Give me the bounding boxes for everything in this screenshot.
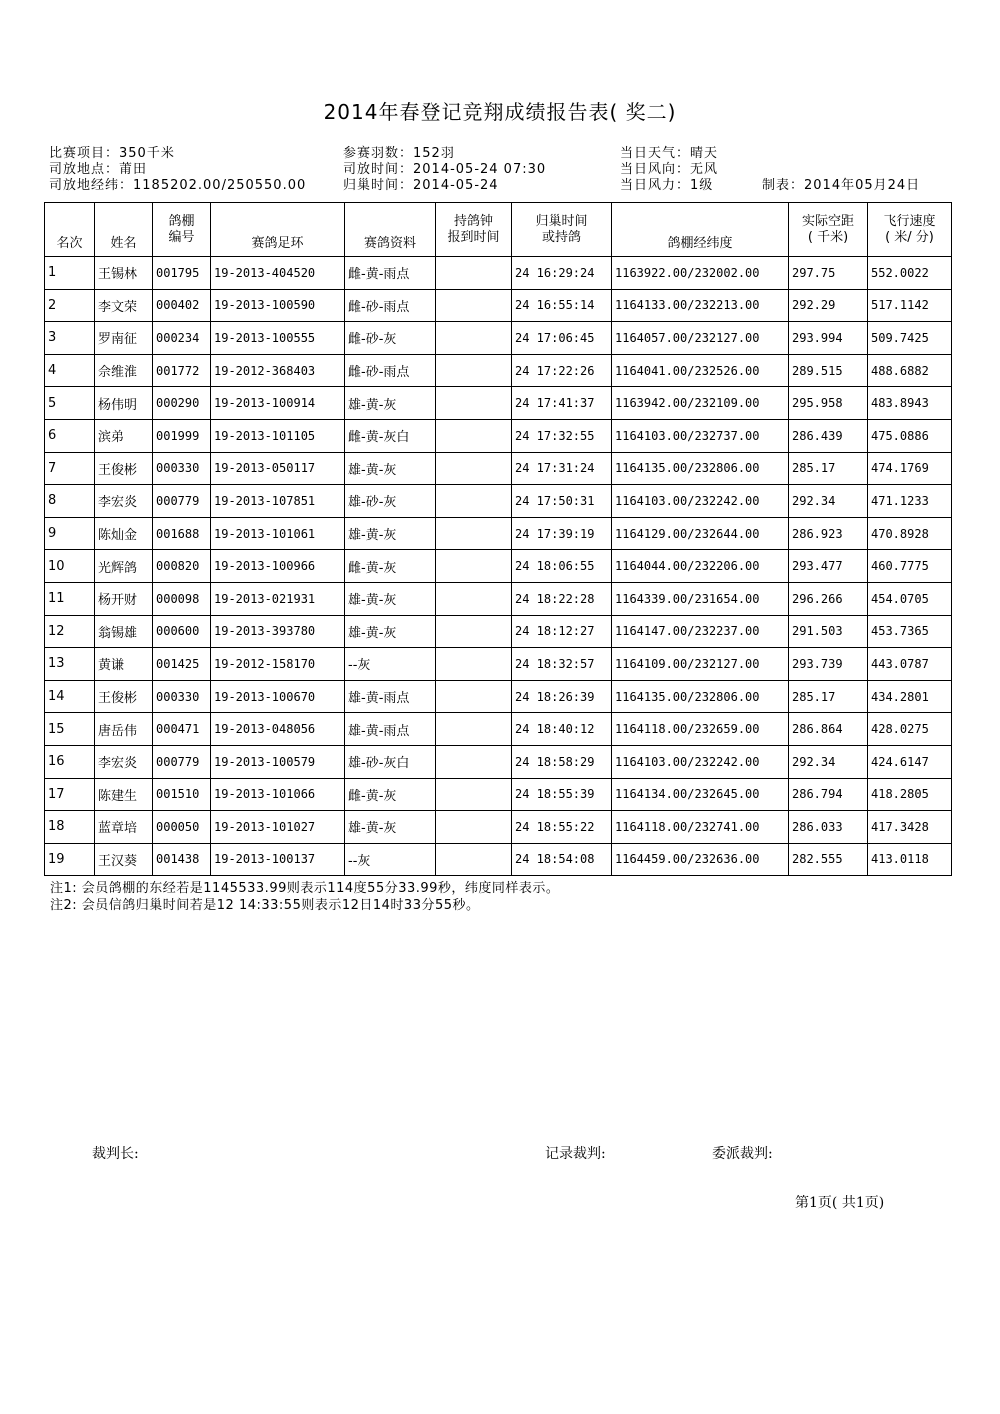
cell-loft-number: 001510 <box>153 778 211 811</box>
cell-distance: 291.503 <box>789 615 868 648</box>
table-row <box>45 745 952 778</box>
cell-name: 蓝章培 <box>95 811 153 844</box>
cell-name: 李文荣 <box>95 289 153 322</box>
cell-distance: 296.266 <box>789 582 868 615</box>
cell-pigeon-info: 雄-黄-灰 <box>345 811 436 844</box>
cell-speed: 509.7425 <box>868 322 952 355</box>
cell-return-time: 24 17:32:55 <box>512 419 612 452</box>
cell-pigeon-info: 雌-黄-雨点 <box>345 257 436 290</box>
cell-coords: 1163922.00/232002.00 <box>612 257 789 290</box>
cell-speed: 488.6882 <box>868 354 952 387</box>
cell-distance: 293.994 <box>789 322 868 355</box>
cell-coords: 1164109.00/232127.00 <box>612 648 789 681</box>
table-row <box>45 354 952 387</box>
header-speed: 飞行速度 ( 米/ 分) <box>868 203 952 257</box>
cell-clock-time <box>436 517 512 550</box>
table-row <box>45 550 952 583</box>
cell-speed: 475.0886 <box>868 419 952 452</box>
cell-speed: 434.2801 <box>868 680 952 713</box>
cell-distance: 285.17 <box>789 680 868 713</box>
table-header-row <box>45 203 952 257</box>
cell-clock-time <box>436 582 512 615</box>
report-title: 2014年春登记竞翔成绩报告表( 奖二) <box>323 100 677 124</box>
cell-coords: 1164135.00/232806.00 <box>612 452 789 485</box>
cell-rank: 5 <box>45 387 95 420</box>
cell-clock-time <box>436 322 512 355</box>
cell-coords: 1164129.00/232644.00 <box>612 517 789 550</box>
cell-ring: 19-2013-393780 <box>211 615 345 648</box>
info-event: 比赛项目：350千米 <box>49 146 175 161</box>
cell-ring: 19-2013-107851 <box>211 485 345 518</box>
cell-rank: 1 <box>45 257 95 290</box>
cell-speed: 454.0705 <box>868 582 952 615</box>
cell-name: 杨伟明 <box>95 387 153 420</box>
cell-distance: 295.958 <box>789 387 868 420</box>
cell-rank: 4 <box>45 354 95 387</box>
header-ring: 赛鸽足环 <box>211 203 345 257</box>
cell-pigeon-info: 雄-黄-灰 <box>345 582 436 615</box>
cell-return-time: 24 18:40:12 <box>512 713 612 746</box>
cell-coords: 1164339.00/231654.00 <box>612 582 789 615</box>
cell-pigeon-info: 雌-砂-灰 <box>345 322 436 355</box>
cell-return-time: 24 17:06:45 <box>512 322 612 355</box>
cell-distance: 286.864 <box>789 713 868 746</box>
table-row <box>45 517 952 550</box>
cell-pigeon-info: 雄-黄-雨点 <box>345 680 436 713</box>
notes <box>50 880 559 914</box>
cell-pigeon-info: 雌-黄-灰 <box>345 778 436 811</box>
header-pigeon-info: 赛鸽资料 <box>345 203 436 257</box>
cell-clock-time <box>436 713 512 746</box>
cell-clock-time <box>436 745 512 778</box>
cell-return-time: 24 16:55:14 <box>512 289 612 322</box>
cell-loft-number: 000098 <box>153 582 211 615</box>
cell-coords: 1164103.00/232242.00 <box>612 485 789 518</box>
cell-ring: 19-2013-100966 <box>211 550 345 583</box>
cell-clock-time <box>436 811 512 844</box>
cell-name: 王俊彬 <box>95 680 153 713</box>
cell-ring: 19-2012-368403 <box>211 354 345 387</box>
note-2: 注2: 会员信鸽归巢时间若是12 14:33:55则表示12日14时33分55秒。 <box>50 898 480 913</box>
cell-clock-time <box>436 289 512 322</box>
cell-return-time: 24 18:55:39 <box>512 778 612 811</box>
cell-ring: 19-2013-050117 <box>211 452 345 485</box>
cell-clock-time <box>436 257 512 290</box>
table-row <box>45 778 952 811</box>
cell-return-time: 24 18:32:57 <box>512 648 612 681</box>
cell-name: 陈灿金 <box>95 517 153 550</box>
info-weather: 当日天气：晴天 <box>620 146 719 161</box>
cell-speed: 474.1769 <box>868 452 952 485</box>
cell-loft-number: 001438 <box>153 843 211 876</box>
cell-pigeon-info: 雌-黄-灰 <box>345 550 436 583</box>
cell-ring: 19-2013-100555 <box>211 322 345 355</box>
cell-coords: 1164118.00/232741.00 <box>612 811 789 844</box>
cell-pigeon-info: 雌-黄-灰白 <box>345 419 436 452</box>
cell-rank: 17 <box>45 778 95 811</box>
cell-clock-time <box>436 387 512 420</box>
table-row <box>45 452 952 485</box>
table-row <box>45 289 952 322</box>
cell-coords: 1163942.00/232109.00 <box>612 387 789 420</box>
header-return-time: 归巢时间 或持鸽 <box>512 203 612 257</box>
cell-coords: 1164118.00/232659.00 <box>612 713 789 746</box>
cell-clock-time <box>436 485 512 518</box>
cell-loft-number: 000330 <box>153 452 211 485</box>
signature-recording-referee: 记录裁判: <box>545 1146 606 1162</box>
info-release-place: 司放地点：莆田 <box>49 162 148 177</box>
cell-return-time: 24 16:29:24 <box>512 257 612 290</box>
info-release-time: 司放时间：2014-05-24 07:30 <box>343 162 547 177</box>
info-made-date: 制表：2014年05月24日 <box>762 178 921 193</box>
cell-loft-number: 000820 <box>153 550 211 583</box>
cell-name: 滨弟 <box>95 419 153 452</box>
cell-distance: 286.794 <box>789 778 868 811</box>
cell-loft-number: 000471 <box>153 713 211 746</box>
table-row <box>45 582 952 615</box>
signature-chief-referee: 裁判长: <box>92 1146 139 1162</box>
cell-clock-time <box>436 778 512 811</box>
cell-pigeon-info: --灰 <box>345 648 436 681</box>
cell-return-time: 24 18:22:28 <box>512 582 612 615</box>
cell-ring: 19-2012-158170 <box>211 648 345 681</box>
cell-rank: 18 <box>45 811 95 844</box>
cell-clock-time <box>436 680 512 713</box>
header-name: 姓名 <box>95 203 153 257</box>
cell-name: 陈建生 <box>95 778 153 811</box>
cell-ring: 19-2013-101027 <box>211 811 345 844</box>
info-wind-direction: 当日风向：无风 <box>620 162 719 177</box>
cell-ring: 19-2013-100137 <box>211 843 345 876</box>
cell-distance: 286.923 <box>789 517 868 550</box>
cell-rank: 3 <box>45 322 95 355</box>
cell-ring: 19-2013-101061 <box>211 517 345 550</box>
cell-loft-number: 001795 <box>153 257 211 290</box>
cell-speed: 417.3428 <box>868 811 952 844</box>
cell-pigeon-info: 雌-砂-雨点 <box>345 289 436 322</box>
cell-coords: 1164103.00/232737.00 <box>612 419 789 452</box>
cell-return-time: 24 18:58:29 <box>512 745 612 778</box>
cell-speed: 428.0275 <box>868 713 952 746</box>
cell-rank: 16 <box>45 745 95 778</box>
cell-ring: 19-2013-100579 <box>211 745 345 778</box>
cell-name: 杨开财 <box>95 582 153 615</box>
table-row <box>45 485 952 518</box>
cell-speed: 471.1233 <box>868 485 952 518</box>
cell-loft-number: 000600 <box>153 615 211 648</box>
cell-ring: 19-2013-100670 <box>211 680 345 713</box>
cell-name: 黄谦 <box>95 648 153 681</box>
cell-rank: 19 <box>45 843 95 876</box>
cell-coords: 1164133.00/232213.00 <box>612 289 789 322</box>
cell-speed: 453.7365 <box>868 615 952 648</box>
cell-distance: 292.34 <box>789 485 868 518</box>
cell-return-time: 24 17:41:37 <box>512 387 612 420</box>
cell-return-time: 24 17:31:24 <box>512 452 612 485</box>
cell-speed: 424.6147 <box>868 745 952 778</box>
info-release-coords: 司放地经纬：1185202.00/250550.00 <box>49 178 307 193</box>
cell-speed: 418.2805 <box>868 778 952 811</box>
signature-delegated-referee: 委派裁判: <box>712 1146 773 1162</box>
cell-pigeon-info: --灰 <box>345 843 436 876</box>
cell-name: 李宏炎 <box>95 745 153 778</box>
cell-clock-time <box>436 615 512 648</box>
cell-return-time: 24 18:26:39 <box>512 680 612 713</box>
cell-distance: 282.555 <box>789 843 868 876</box>
cell-return-time: 24 18:06:55 <box>512 550 612 583</box>
cell-clock-time <box>436 419 512 452</box>
cell-rank: 6 <box>45 419 95 452</box>
cell-speed: 552.0022 <box>868 257 952 290</box>
cell-ring: 19-2013-101066 <box>211 778 345 811</box>
cell-loft-number: 000402 <box>153 289 211 322</box>
cell-coords: 1164459.00/232636.00 <box>612 843 789 876</box>
cell-pigeon-info: 雄-砂-灰 <box>345 485 436 518</box>
cell-pigeon-info: 雄-黄-灰 <box>345 452 436 485</box>
cell-ring: 19-2013-048056 <box>211 713 345 746</box>
cell-name: 罗南征 <box>95 322 153 355</box>
cell-return-time: 24 17:22:26 <box>512 354 612 387</box>
info-entries: 参赛羽数：152羽 <box>343 146 455 161</box>
cell-rank: 10 <box>45 550 95 583</box>
cell-rank: 9 <box>45 517 95 550</box>
info-return-date: 归巢时间：2014-05-24 <box>343 178 499 193</box>
table-row <box>45 713 952 746</box>
cell-speed: 443.0787 <box>868 648 952 681</box>
cell-distance: 285.17 <box>789 452 868 485</box>
table-row <box>45 680 952 713</box>
cell-name: 王俊彬 <box>95 452 153 485</box>
cell-return-time: 24 18:54:08 <box>512 843 612 876</box>
table-row <box>45 419 952 452</box>
cell-coords: 1164044.00/232206.00 <box>612 550 789 583</box>
cell-pigeon-info: 雄-黄-灰 <box>345 387 436 420</box>
cell-ring: 19-2013-021931 <box>211 582 345 615</box>
cell-speed: 483.8943 <box>868 387 952 420</box>
cell-return-time: 24 17:39:19 <box>512 517 612 550</box>
info-wind-force: 当日风力：1级 <box>620 178 714 193</box>
cell-rank: 8 <box>45 485 95 518</box>
header-clock-time: 持鸽钟 报到时间 <box>436 203 512 257</box>
table-row <box>45 615 952 648</box>
cell-loft-number: 000779 <box>153 745 211 778</box>
cell-coords: 1164134.00/232645.00 <box>612 778 789 811</box>
cell-name: 李宏炎 <box>95 485 153 518</box>
cell-loft-number: 001425 <box>153 648 211 681</box>
cell-name: 光辉鸽 <box>95 550 153 583</box>
cell-clock-time <box>436 648 512 681</box>
cell-distance: 286.439 <box>789 419 868 452</box>
cell-speed: 460.7775 <box>868 550 952 583</box>
cell-clock-time <box>436 452 512 485</box>
cell-clock-time <box>436 843 512 876</box>
cell-clock-time <box>436 550 512 583</box>
cell-pigeon-info: 雌-砂-雨点 <box>345 354 436 387</box>
cell-rank: 14 <box>45 680 95 713</box>
table-row <box>45 257 952 290</box>
table-row <box>45 322 952 355</box>
cell-ring: 19-2013-100914 <box>211 387 345 420</box>
cell-clock-time <box>436 354 512 387</box>
cell-distance: 293.477 <box>789 550 868 583</box>
header-distance: 实际空距 ( 千米) <box>789 203 868 257</box>
note-1: 注1: 会员鸽棚的东经若是1145533.99则表示114度55分33.99秒，纬度同样表示。 <box>50 881 560 896</box>
header-rank: 名次 <box>45 203 95 257</box>
cell-rank: 12 <box>45 615 95 648</box>
cell-speed: 470.8928 <box>868 517 952 550</box>
cell-distance: 297.75 <box>789 257 868 290</box>
cell-rank: 13 <box>45 648 95 681</box>
cell-loft-number: 001772 <box>153 354 211 387</box>
cell-pigeon-info: 雄-黄-灰 <box>345 615 436 648</box>
cell-pigeon-info: 雄-砂-灰白 <box>345 745 436 778</box>
table-row <box>45 843 952 876</box>
cell-loft-number: 000330 <box>153 680 211 713</box>
cell-name: 王锡林 <box>95 257 153 290</box>
cell-speed: 413.0118 <box>868 843 952 876</box>
cell-coords: 1164147.00/232237.00 <box>612 615 789 648</box>
cell-pigeon-info: 雄-黄-灰 <box>345 517 436 550</box>
cell-loft-number: 001688 <box>153 517 211 550</box>
page-number: 第1页( 共1页) <box>795 1195 885 1211</box>
cell-coords: 1164103.00/232242.00 <box>612 745 789 778</box>
cell-distance: 292.34 <box>789 745 868 778</box>
results-table <box>44 202 952 876</box>
cell-return-time: 24 18:55:22 <box>512 811 612 844</box>
cell-distance: 289.515 <box>789 354 868 387</box>
cell-loft-number: 000234 <box>153 322 211 355</box>
table-row <box>45 648 952 681</box>
cell-distance: 286.033 <box>789 811 868 844</box>
cell-return-time: 24 18:12:27 <box>512 615 612 648</box>
header-coords: 鸽棚经纬度 <box>612 203 789 257</box>
cell-coords: 1164057.00/232127.00 <box>612 322 789 355</box>
cell-rank: 15 <box>45 713 95 746</box>
table-row <box>45 387 952 420</box>
cell-loft-number: 000290 <box>153 387 211 420</box>
cell-coords: 1164135.00/232806.00 <box>612 680 789 713</box>
cell-rank: 2 <box>45 289 95 322</box>
cell-loft-number: 000050 <box>153 811 211 844</box>
header-loft-number: 鸽棚 编号 <box>153 203 211 257</box>
cell-loft-number: 000779 <box>153 485 211 518</box>
cell-ring: 19-2013-101105 <box>211 419 345 452</box>
cell-name: 佘维淮 <box>95 354 153 387</box>
cell-pigeon-info: 雄-黄-雨点 <box>345 713 436 746</box>
cell-distance: 292.29 <box>789 289 868 322</box>
table-row <box>45 811 952 844</box>
cell-distance: 293.739 <box>789 648 868 681</box>
cell-coords: 1164041.00/232526.00 <box>612 354 789 387</box>
cell-rank: 11 <box>45 582 95 615</box>
cell-ring: 19-2013-404520 <box>211 257 345 290</box>
cell-return-time: 24 17:50:31 <box>512 485 612 518</box>
cell-name: 翁锡雄 <box>95 615 153 648</box>
cell-loft-number: 001999 <box>153 419 211 452</box>
cell-rank: 7 <box>45 452 95 485</box>
cell-ring: 19-2013-100590 <box>211 289 345 322</box>
cell-speed: 517.1142 <box>868 289 952 322</box>
cell-name: 王汉葵 <box>95 843 153 876</box>
cell-name: 唐岳伟 <box>95 713 153 746</box>
